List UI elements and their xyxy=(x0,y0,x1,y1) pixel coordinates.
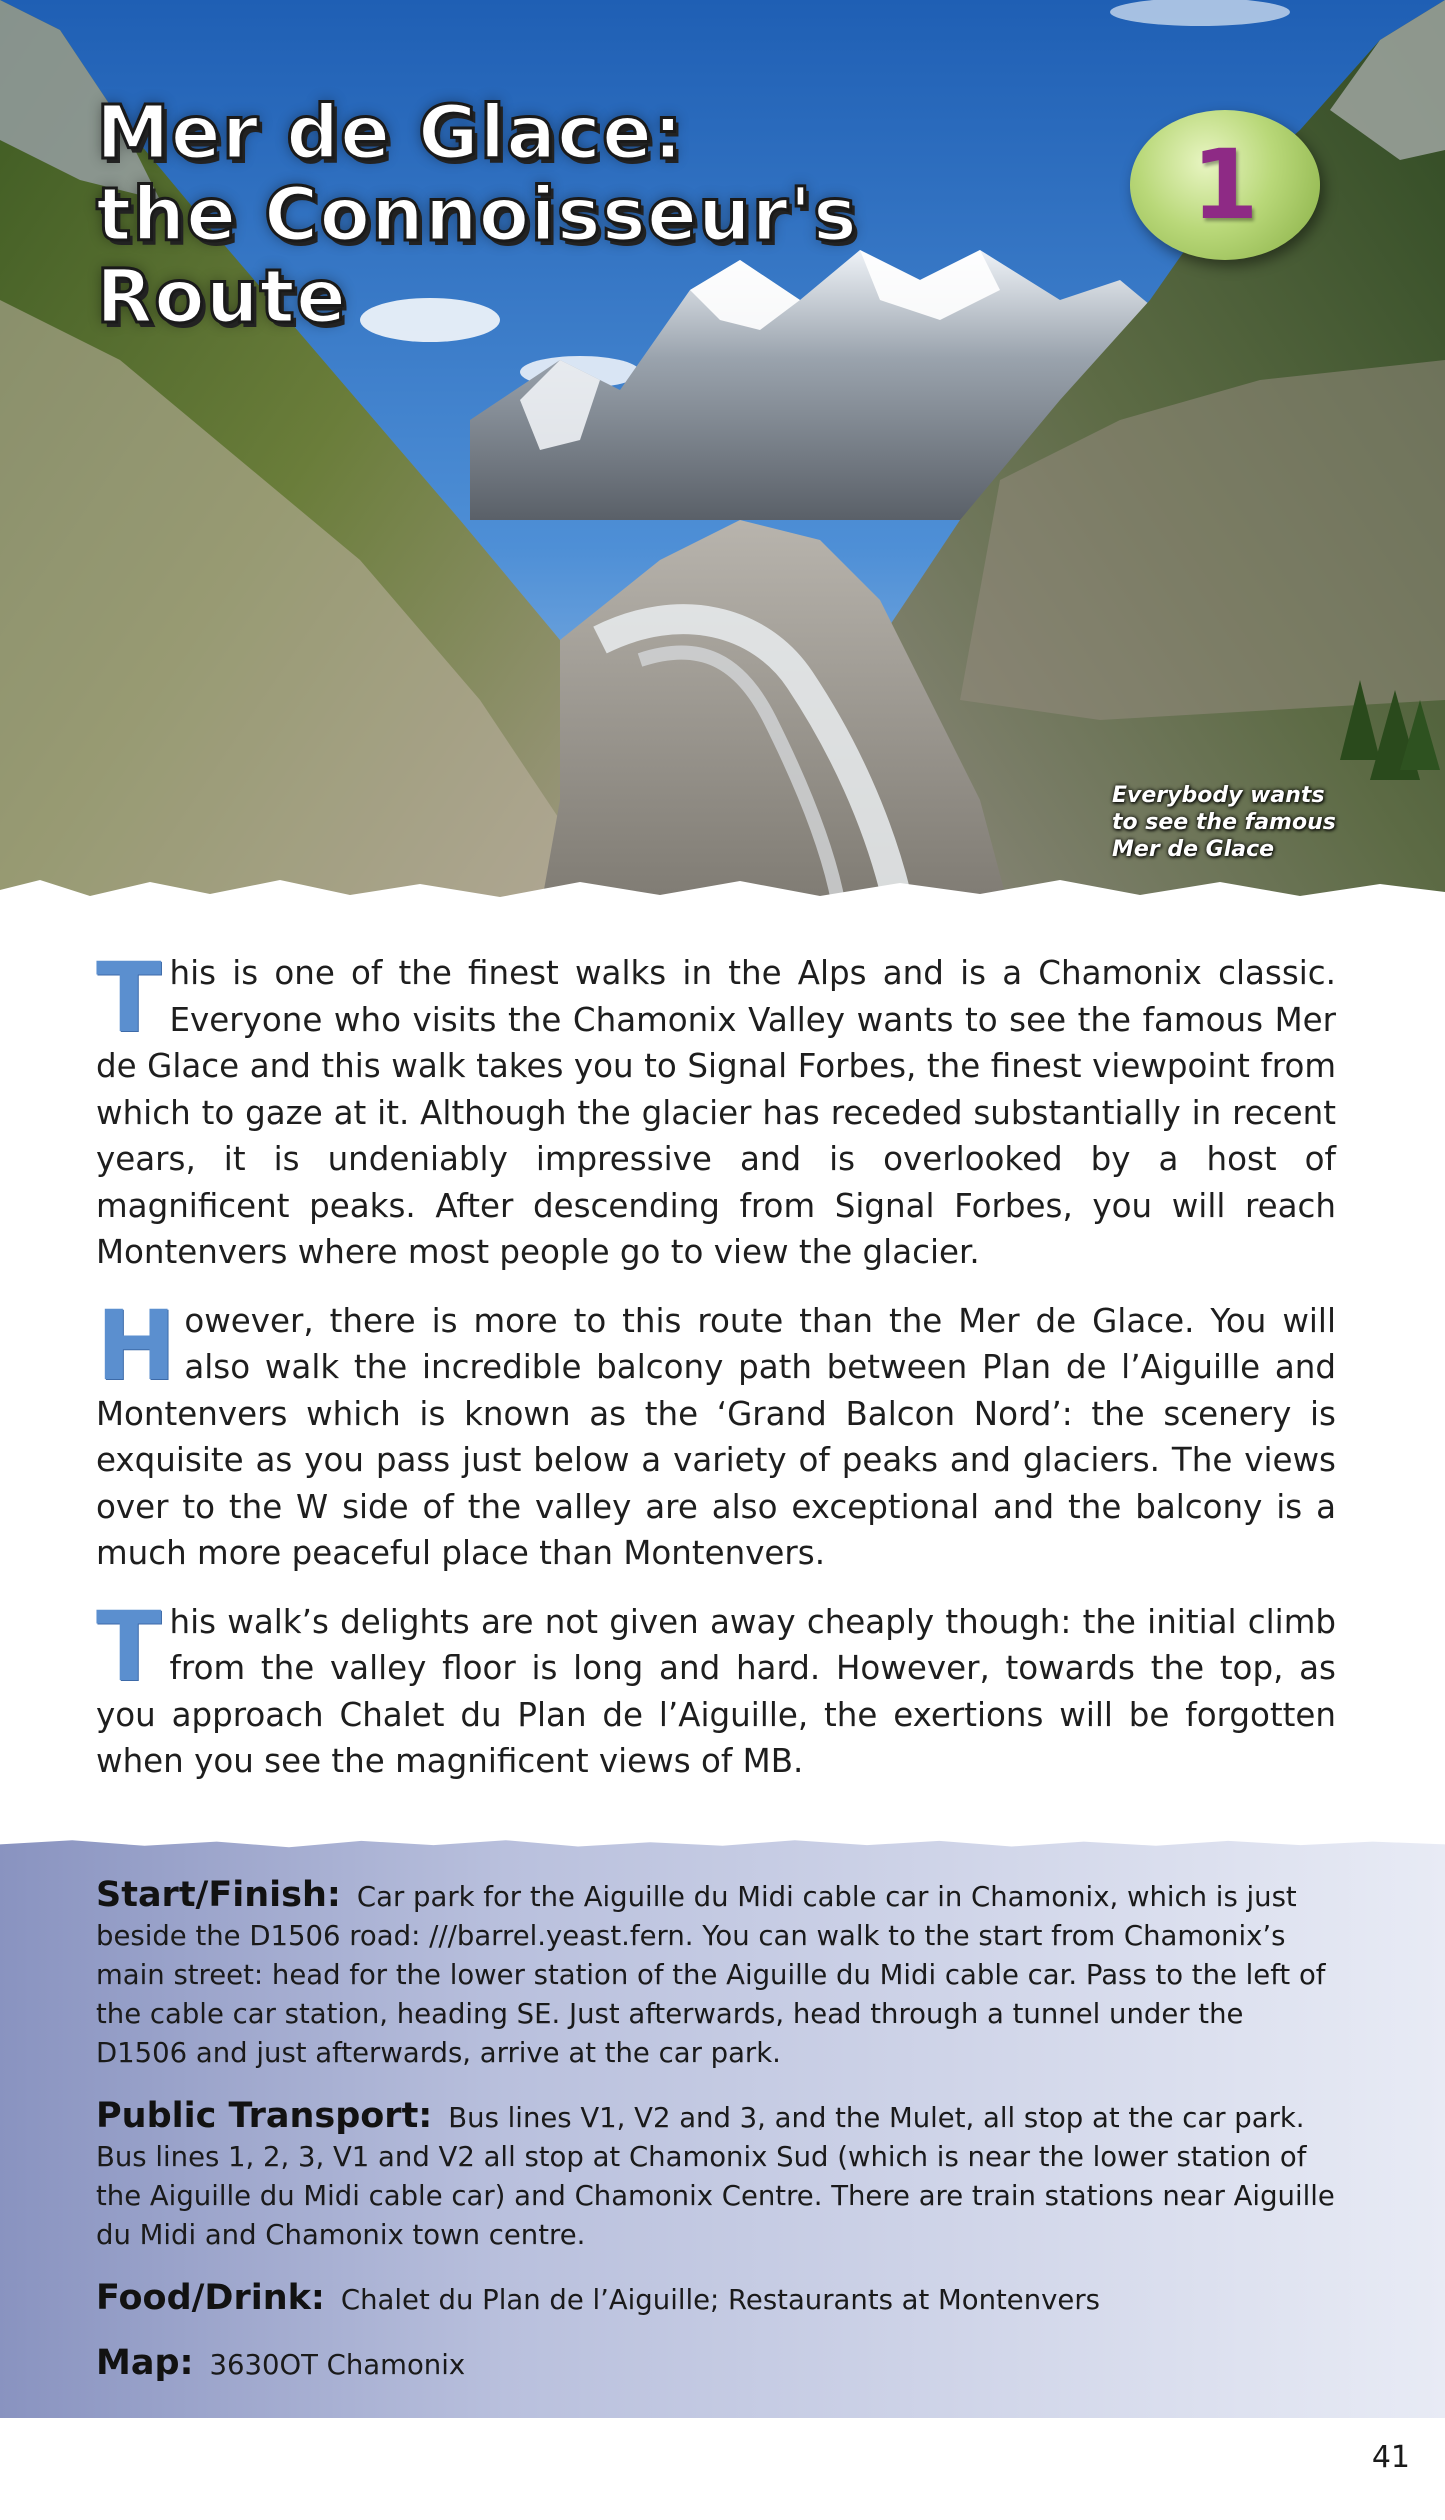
food-drink-info xyxy=(96,2279,1336,2320)
paragraph-text: his walk’s delights are not given away cheaply though: the initial climb from the valley floor is long and hard. However, towards the top, as you approach Chalet du Plan de l’Aiguille, the exertions will be forgotten when you see the magnificent views of MB. xyxy=(96,1602,1336,1780)
route-number: 1 xyxy=(1191,129,1259,241)
hero-photo xyxy=(0,0,1445,912)
map-info xyxy=(96,2344,1336,2385)
drop-cap: T xyxy=(96,1590,162,1703)
public-transport-label: Public Transport: xyxy=(96,2096,433,2136)
food-drink-label: Food/Drink: xyxy=(96,2278,325,2318)
food-drink-text: Chalet du Plan de l’Aiguille; Restaurants at Montenvers xyxy=(340,2284,1100,2316)
start-finish-text: Car park for the Aiguille du Midi cable car in Chamonix, which is just beside the D1506 road: ///barrel.yeast.fern. You can walk to the start from Chamonix’s main street: head for the lower station of the Aiguille du Midi cable car. Pass to the left of the cable car station, heading SE. Just afterwards, head through a tunnel under the D1506 and just afterwards, arrive at the car park. xyxy=(96,1881,1326,2069)
paragraph-text: his is one of the finest walks in the Alps and is a Chamonix classic. Everyone who visits the Chamonix Valley wants to see the famous Mer de Glace and this walk takes you to Signal Forbes, the finest viewpoint from which to gaze at it. Although the glacier has receded substantially in recent years, it is undeniably impressive and is overlooked by a host of magnificent peaks. After descending from Signal Forbes, you will reach Montenvers where most people go to view the glacier. xyxy=(96,954,1336,1271)
map-text: 3630OT Chamonix xyxy=(209,2349,466,2381)
map-label: Map: xyxy=(96,2343,194,2383)
photo-caption xyxy=(1112,782,1342,863)
intro-paragraph-1 xyxy=(96,942,1336,1276)
route-info-content xyxy=(96,1876,1336,2409)
photo-caption-line-1: Everybody wants xyxy=(1112,783,1325,808)
route-title-line-3: Route xyxy=(96,254,348,340)
intro-paragraph-2 xyxy=(96,1289,1336,1577)
start-finish-info xyxy=(96,1876,1336,2073)
photo-caption-line-3: Mer de Glace xyxy=(1112,837,1275,862)
drop-cap: T xyxy=(96,942,162,1054)
route-title xyxy=(96,92,858,338)
drop-cap: H xyxy=(96,1289,177,1402)
paragraph-text: owever, there is more to this route than the Mer de Glace. You will also walk the incredible balcony path between Plan de l’Aiguille and Montenvers which is known as the ‘Grand Balcon Nord’: the scenery is exquisite as you pass just below a variety of peaks and glaciers. The views over to the W side of the valley are also exceptional and the balcony is a much more peaceful place than Montenvers. xyxy=(96,1301,1336,1572)
route-title-line-2: the Connoisseur's xyxy=(96,172,858,258)
public-transport-info xyxy=(96,2097,1336,2255)
start-finish-label: Start/Finish: xyxy=(96,1875,341,1915)
public-transport-text: Bus lines V1, V2 and 3, and the Mulet, all stop at the car park. Bus lines 1, 2, 3, V1 and V2 all stop at Chamonix Sud (which is near the lower station of the Aiguille du Midi cable car) and Chamonix Centre. There are train stations near Aiguille du Midi and Chamonix town centre. xyxy=(96,2102,1335,2251)
route-info-box xyxy=(0,1848,1445,2418)
photo-caption-line-2: to see the famous xyxy=(1112,810,1336,835)
route-title-line-1: Mer de Glace: xyxy=(96,90,684,176)
intro-text xyxy=(96,942,1336,1807)
page-number: 41 xyxy=(1371,2440,1410,2475)
route-number-badge xyxy=(1130,110,1320,260)
intro-paragraph-3 xyxy=(96,1590,1336,1785)
